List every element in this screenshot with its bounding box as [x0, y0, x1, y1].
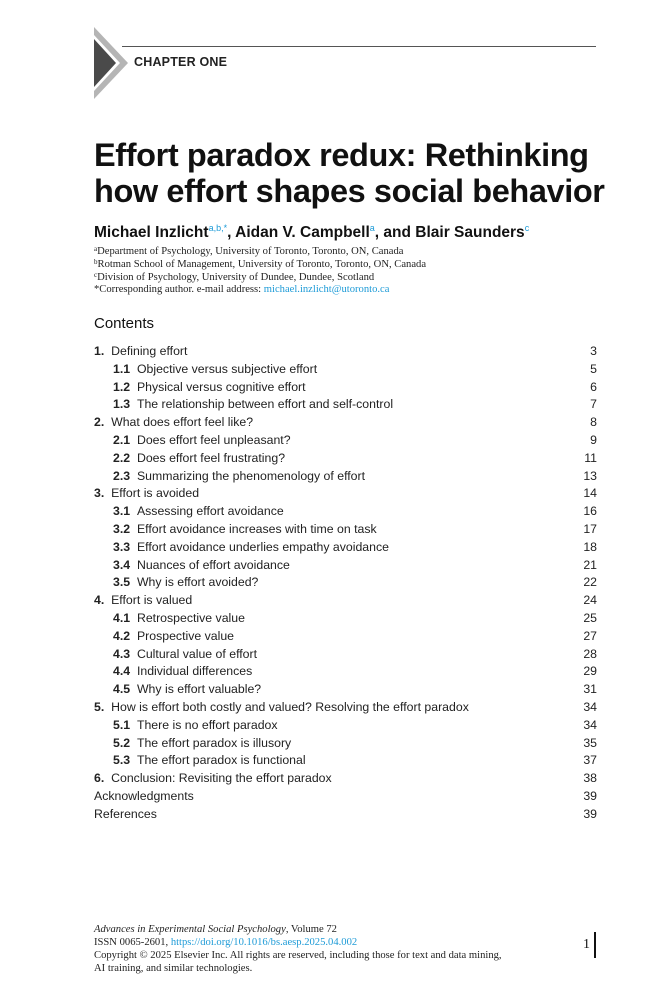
- toc-entry-page: 39: [583, 788, 597, 803]
- toc-entry-page: 13: [583, 468, 597, 483]
- toc-entry-title: The effort paradox is functional: [136, 753, 306, 768]
- toc-entry-number: 5.2: [113, 735, 131, 750]
- toc-entry-page: 22: [583, 575, 597, 590]
- toc-entry-title: Objective versus subjective effort: [136, 361, 318, 376]
- toc-entry-number: 1.3: [113, 397, 131, 412]
- toc-entry[interactable]: [94, 451, 597, 469]
- toc-entry-number: 1.: [94, 344, 105, 358]
- toc-entry-number: 4.4: [113, 664, 131, 679]
- author-affiliation-mark[interactable]: c: [524, 223, 530, 233]
- toc-entry[interactable]: [94, 736, 597, 754]
- page-number: 1: [583, 937, 590, 952]
- toc-entry-title: There is no effort paradox: [136, 717, 278, 732]
- toc-entry-page: 8: [590, 415, 597, 430]
- toc-entry-page: 6: [590, 379, 597, 394]
- toc-entry-number: 2.1: [113, 432, 131, 447]
- affiliation-line: [94, 271, 374, 283]
- corresponding-email-link[interactable]: michael.inzlicht@utoronto.ca: [263, 284, 390, 295]
- author-separator: ,: [227, 224, 236, 241]
- toc-entry[interactable]: [94, 593, 597, 611]
- toc-entry-title: Defining effort: [111, 344, 188, 358]
- toc-entry-number: 3.4: [113, 557, 131, 572]
- toc-entry[interactable]: [94, 522, 597, 540]
- title-line-2: how effort shapes social behavior: [94, 173, 605, 209]
- toc-entry[interactable]: [94, 753, 597, 771]
- chapter-header: [94, 27, 596, 99]
- toc-entry-number: 4.2: [113, 628, 131, 643]
- toc-entry-page: 25: [583, 610, 597, 625]
- corresponding-author: [94, 284, 389, 295]
- toc-entry-title: Conclusion: Revisiting the effort paradox: [111, 771, 332, 786]
- article-title: [94, 137, 634, 209]
- toc-entry-title: Why is effort valuable?: [136, 682, 262, 697]
- chapter-rule: [122, 46, 596, 47]
- affiliation-mark: c: [94, 271, 98, 279]
- toc-entry-page: 34: [583, 717, 597, 732]
- toc-entry[interactable]: [94, 647, 597, 665]
- page-number-bar: [594, 932, 596, 958]
- toc-entry-page: 31: [583, 682, 597, 697]
- toc-entry-page: 14: [583, 486, 597, 501]
- toc-entry-number: 6.: [94, 771, 105, 786]
- chapter-chevron-icon: [94, 27, 128, 99]
- toc-entry-page: 11: [584, 450, 597, 465]
- toc-entry-title: Effort avoidance increases with time on task: [136, 521, 377, 536]
- toc-entry-page: 24: [583, 593, 597, 608]
- toc-entry[interactable]: [94, 397, 597, 415]
- toc-entry[interactable]: [94, 611, 597, 629]
- toc-entry-number: 3.2: [113, 521, 131, 536]
- chapter-label: CHAPTER ONE: [134, 55, 228, 69]
- contents-heading: Contents: [94, 315, 155, 332]
- toc-entry-page: 35: [583, 735, 597, 750]
- toc-entry[interactable]: [94, 789, 597, 807]
- toc-entry-number: 1.2: [113, 379, 131, 394]
- affiliation-line: [94, 245, 403, 257]
- toc-entry[interactable]: [94, 575, 597, 593]
- toc-entry-title: Effort is avoided: [111, 486, 200, 501]
- doi-link[interactable]: https://doi.org/10.1016/bs.aesp.2025.04.002: [170, 937, 358, 948]
- toc-entry-page: 18: [583, 539, 597, 554]
- toc-entry-title: Does effort feel frustrating?: [136, 450, 286, 465]
- journal-line: [94, 923, 502, 936]
- author-affiliation-mark[interactable]: a,b,*: [208, 223, 228, 233]
- toc-entry[interactable]: [94, 433, 597, 451]
- toc-entry-page: 3: [590, 344, 597, 358]
- toc-entry[interactable]: [94, 700, 597, 718]
- toc-entry-title: Does effort feel unpleasant?: [136, 432, 291, 447]
- toc-entry-title: References: [94, 806, 157, 821]
- toc-entry-title: Nuances of effort avoidance: [136, 557, 290, 572]
- copyright-line-2: AI training, and similar technologies.: [94, 963, 253, 974]
- toc-entry-title: The effort paradox is illusory: [136, 735, 292, 750]
- toc-entry-title: Why is effort avoided?: [136, 575, 259, 590]
- corresponding-label: *Corresponding author. e-mail address:: [94, 284, 264, 295]
- toc-entry-title: Prospective value: [136, 628, 235, 643]
- toc-entry-title: Summarizing the phenomenology of effort: [136, 468, 366, 483]
- toc-entry-title: Effort is valued: [111, 593, 193, 608]
- toc-entry-title: Cultural value of effort: [136, 646, 258, 661]
- toc-entry-title: What does effort feel like?: [111, 415, 254, 430]
- affiliation-text: Rotman School of Management, University of Toronto, Toronto, ON, Canada: [97, 259, 427, 270]
- affiliation-text: Department of Psychology, University of Toronto, Toronto, ON, Canada: [97, 246, 404, 257]
- toc-entry-number: 5.1: [113, 717, 131, 732]
- toc-entry[interactable]: [94, 540, 597, 558]
- toc-entry-number: 4.: [94, 593, 105, 608]
- toc-entry[interactable]: [94, 380, 597, 398]
- affiliation-line: [94, 258, 426, 270]
- toc-entry-page: 34: [583, 699, 597, 714]
- toc-entry[interactable]: [94, 415, 597, 433]
- toc-entry-page: 7: [590, 397, 597, 412]
- toc-entry-page: 16: [583, 504, 597, 519]
- affiliation-mark: b: [94, 258, 98, 266]
- toc-entry-title: How is effort both costly and valued? Resolving the effort paradox: [111, 699, 469, 714]
- affiliation-mark: a: [94, 245, 98, 253]
- issn-line: [94, 936, 502, 949]
- toc-entry-title: Physical versus cognitive effort: [136, 379, 306, 394]
- toc-entry-page: 27: [583, 628, 597, 643]
- toc-entry[interactable]: [94, 504, 597, 522]
- toc-entry-title: Acknowledgments: [94, 788, 194, 803]
- toc-entry[interactable]: [94, 664, 597, 682]
- table-of-contents: [94, 344, 597, 825]
- toc-entry-number: 2.: [94, 415, 105, 430]
- toc-entry-number: 4.5: [113, 682, 131, 697]
- page-footer: [94, 923, 502, 975]
- toc-entry[interactable]: [94, 807, 597, 825]
- toc-entry-number: 4.1: [113, 610, 131, 625]
- toc-entry[interactable]: [94, 344, 597, 362]
- issn-text: ISSN 0065-2601,: [94, 937, 171, 948]
- toc-entry-title: Retrospective value: [136, 610, 245, 625]
- toc-entry-number: 1.1: [113, 361, 131, 376]
- toc-entry-title: Assessing effort avoidance: [136, 504, 284, 519]
- author-name: Blair Saunders: [415, 224, 525, 241]
- toc-entry-title: Individual differences: [136, 664, 253, 679]
- author-name: Michael Inzlicht: [94, 224, 209, 241]
- toc-entry-page: 37: [583, 753, 597, 768]
- toc-entry-page: 17: [583, 521, 597, 536]
- author-separator: , and: [374, 224, 416, 241]
- toc-entry[interactable]: [94, 682, 597, 700]
- toc-entry-number: 5.: [94, 699, 105, 714]
- toc-entry[interactable]: [94, 469, 597, 487]
- toc-entry-page: 39: [583, 806, 597, 821]
- toc-entry-number: 3.1: [113, 504, 131, 519]
- toc-entry[interactable]: [94, 486, 597, 504]
- journal-volume: , Volume 72: [285, 924, 337, 935]
- toc-entry-page: 9: [590, 432, 597, 447]
- toc-entry[interactable]: [94, 558, 597, 576]
- copyright-line-1: Copyright © 2025 Elsevier Inc. All rights are reserved, including those for text and data mining,: [94, 950, 502, 961]
- toc-entry-page: 5: [590, 361, 597, 376]
- toc-entry-number: 3.3: [113, 539, 131, 554]
- author-list: [94, 223, 529, 242]
- toc-entry[interactable]: [94, 362, 597, 380]
- toc-entry-number: 3.5: [113, 575, 131, 590]
- toc-entry-page: 38: [583, 771, 597, 786]
- toc-entry[interactable]: [94, 629, 597, 647]
- toc-entry[interactable]: [94, 718, 597, 736]
- toc-entry-title: Effort avoidance underlies empathy avoidance: [136, 539, 389, 554]
- toc-entry-page: 29: [583, 664, 597, 679]
- toc-entry-number: 5.3: [113, 753, 131, 768]
- title-line-1: Effort paradox redux: Rethinking: [94, 137, 589, 173]
- toc-entry-page: 21: [583, 557, 597, 572]
- author-name: Aidan V. Campbell: [235, 224, 370, 241]
- author-affiliation-mark[interactable]: a: [369, 223, 375, 233]
- toc-entry-page: 28: [583, 646, 597, 661]
- toc-entry-number: 2.2: [113, 450, 131, 465]
- journal-name: Advances in Experimental Social Psychology: [94, 924, 286, 935]
- affiliation-text: Division of Psychology, University of Dundee, Dundee, Scotland: [97, 272, 375, 283]
- toc-entry[interactable]: [94, 771, 597, 789]
- toc-entry-number: 3.: [94, 486, 105, 501]
- toc-entry-number: 4.3: [113, 646, 131, 661]
- toc-entry-title: The relationship between effort and self-control: [136, 397, 394, 412]
- toc-entry-number: 2.3: [113, 468, 131, 483]
